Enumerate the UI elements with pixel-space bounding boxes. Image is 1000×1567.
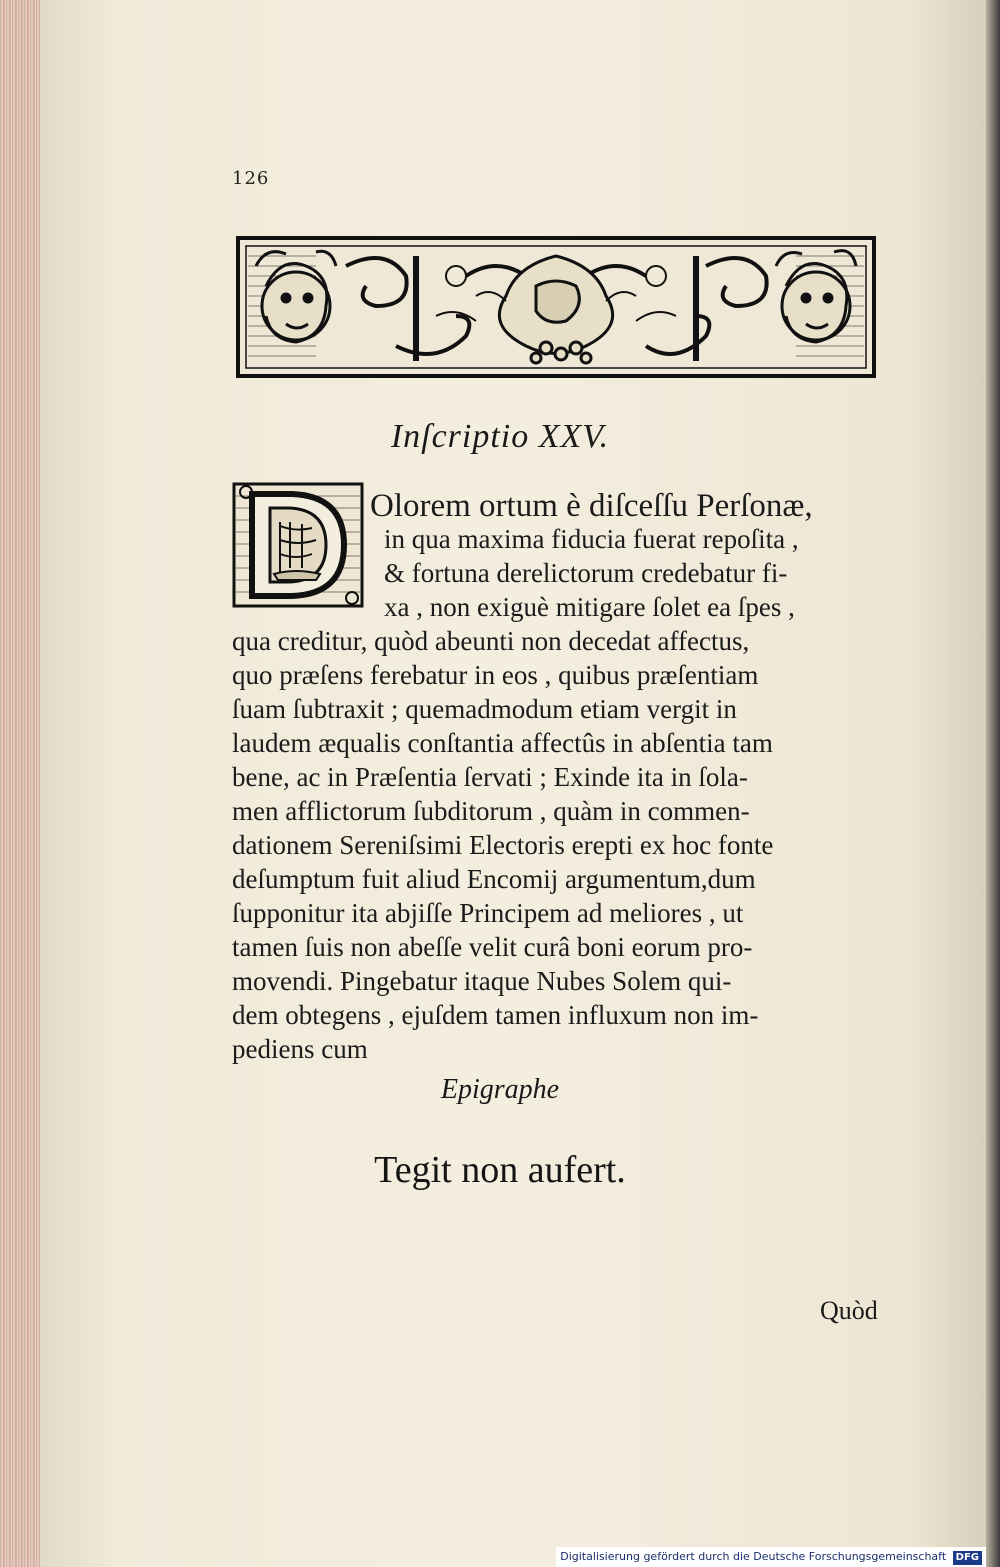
digitization-credit-text: Digitalisierung gefördert durch die Deutsche Forschungsgemeinschaft xyxy=(560,1550,947,1563)
page-number: 126 xyxy=(232,168,270,189)
body-line: quo præſens ferebatur in eos , quibus præſentiam xyxy=(232,660,759,690)
inscription-title: Inſcriptio XXV. xyxy=(390,418,610,455)
epigraphe-label: Epigraphe xyxy=(440,1074,560,1105)
body-line: men afflictorum ſubditorum , quàm in commen- xyxy=(232,796,750,826)
woodcut-headpiece-icon xyxy=(236,236,876,378)
book-spine-shadow xyxy=(986,0,1000,1567)
dfg-logo: DFG xyxy=(953,1551,982,1565)
body-line: bene, ac in Præſentia ſervati ; Exinde ita in ſola- xyxy=(232,762,748,792)
body-line: movendi. Pingebatur itaque Nubes Solem qui- xyxy=(232,966,732,996)
decorated-initial-d-icon xyxy=(232,482,364,608)
book-page-edges xyxy=(0,0,40,1567)
body-line: dem obtegens , ejuſdem tamen influxum non im- xyxy=(232,1000,759,1030)
body-line: ſuam ſubtraxit ; quemadmodum etiam vergit in xyxy=(232,694,737,724)
body-line: ſupponitur ita abjiſſe Principem ad meliores , ut xyxy=(232,898,744,928)
body-line: dationem Sereniſsimi Electoris erepti ex hoc fonte xyxy=(232,830,774,860)
body-line: Olorem ortum è diſceſſu Perſonæ, xyxy=(370,488,813,524)
catchword: Quòd xyxy=(820,1296,878,1325)
body-line: laudem æqualis conſtantia affectûs in abſentia tam xyxy=(232,728,773,758)
body-line: pediens cum xyxy=(232,1034,368,1064)
body-line: tamen ſuis non abeſſe velit curâ boni eorum pro- xyxy=(232,932,753,962)
body-line: xa , non exiguè mitigare ſolet ea ſpes , xyxy=(384,592,795,622)
body-line: in qua maxima fiducia fuerat repoſita , xyxy=(384,524,799,554)
body-line: qua creditur, quòd abeunti non decedat affectus, xyxy=(232,626,750,656)
body-line: deſumptum fuit aliud Encomij argumentum,dum xyxy=(232,864,756,894)
digitization-credit xyxy=(556,1547,986,1567)
motto: Tegit non aufert. xyxy=(374,1149,626,1191)
body-line: & fortuna derelictorum credebatur fi- xyxy=(384,558,788,588)
